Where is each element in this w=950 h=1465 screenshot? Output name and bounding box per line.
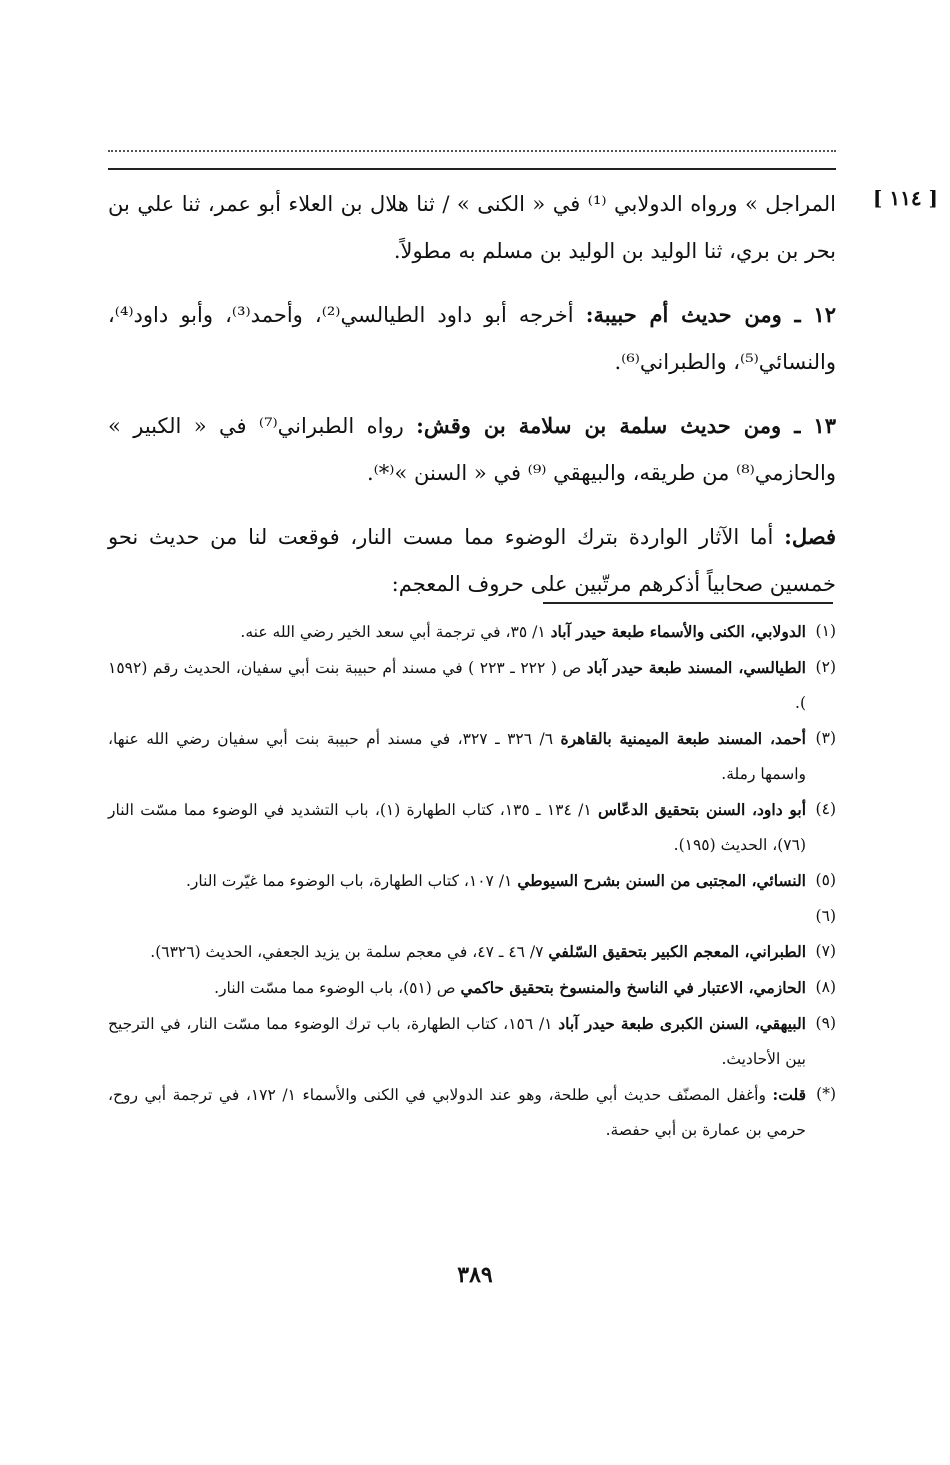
- footnote-source: الطبراني، المعجم الكبير بتحقيق السّلفي: [548, 942, 806, 961]
- footnote-text: ١/ ٣٥، في ترجمة أبي سعد الخير رضي الله عنه.: [240, 623, 546, 641]
- footnote-source: الدولابي، الكنى والأسماء طبعة حيدر آباد: [550, 622, 806, 641]
- paragraph-text: رواه الطبراني⁽⁷⁾ في « الكبير » والحازمي⁽⁸⁾ من طريقه، والبيهقي ⁽⁹⁾ في « السنن »⁽*⁾.: [108, 414, 836, 485]
- footnote-number: (٧): [815, 942, 836, 960]
- footnote-3: [108, 721, 836, 792]
- footnote-number: (٦): [815, 907, 836, 925]
- footnote-source: أبو داود، السنن بتحقيق الدعّاس: [597, 800, 807, 819]
- paragraph-3: [108, 402, 836, 497]
- paragraph-2: [108, 291, 836, 386]
- header-solid-rule: [108, 168, 836, 170]
- paragraph-text: المراجل » ورواه الدولابي ⁽¹⁾ في « الكنى » / ثنا هلال بن العلاء أبو عمر، ثنا علي بن بحر بن بري، ثنا الوليد بن الوليد بن مسلم به مطولاً.: [108, 192, 836, 263]
- paragraph-4: [108, 513, 836, 608]
- footnote-text: ١/ ١٣٤ ـ ١٣٥، كتاب الطهارة (١)، باب التشديد في الوضوء مما مسّت النار (٧٦)، الحديث (١٩٥).: [108, 801, 806, 854]
- footnote-separator: [543, 602, 833, 604]
- footnote-text: ص ( ٢٢٢ ـ ٢٢٣ ) في مسند أم حبيبة بنت أبي سفيان، الحديث رقم (١٥٩٢ ).: [108, 659, 806, 712]
- footnote-1: [108, 614, 836, 650]
- footnote-number: (*): [816, 1085, 836, 1103]
- footnote-number: (١): [815, 622, 836, 640]
- footnote-2: [108, 650, 836, 721]
- footnote-text: ٦/ ٣٢٦ ـ ٣٢٧، في مسند أم حبيبة بنت أبي سفيان رضي الله عنها، واسمها رملة.: [108, 730, 806, 783]
- paragraph-text: أما الآثار الواردة بترك الوضوء مما مست النار، فوقعت لنا من حديث نحو خمسين صحابياً أذكرهم مرتّبين على حروف المعجم:: [108, 525, 836, 596]
- main-text: [108, 180, 836, 624]
- footnote-text: ١/ ١٥٦، كتاب الطهارة، باب ترك الوضوء مما مسّت النار، في الترجيح بين الأحاديث.: [108, 1015, 806, 1068]
- footnote-editor-note: [108, 1077, 836, 1148]
- margin-page-reference: [ ١١٤ ]: [872, 186, 938, 210]
- footnote-source: الطيالسي، المسند طبعة حيدر آباد: [586, 658, 806, 677]
- footnote-text: ١/ ١٠٧، كتاب الطهارة، باب الوضوء مما غيّرت النار.: [185, 872, 513, 890]
- footnote-source: قلت:: [772, 1085, 807, 1104]
- footnote-number: (٨): [815, 978, 836, 996]
- footnote-number: (٩): [815, 1014, 836, 1032]
- footnote-source: أحمد، المسند طبعة الميمنية بالقاهرة: [560, 729, 806, 748]
- paragraph-lead: فصل:: [784, 524, 836, 549]
- footnote-text: ٧/ ٤٦ ـ ٤٧، في معجم سلمة بن يزيد الجعفي، الحديث (٦٣٢٦).: [150, 943, 544, 961]
- paragraph-lead: ١٣ ـ ومن حديث سلمة بن سلامة بن وقش:: [416, 413, 836, 438]
- footnote-number: (٣): [815, 729, 836, 747]
- footnote-source: النسائي، المجتبى من السنن بشرح السيوطي: [517, 871, 806, 890]
- footnote-5: [108, 863, 836, 899]
- footnote-source: البيهقي، السنن الكبرى طبعة حيدر آباد: [558, 1014, 806, 1033]
- page-number: ٣٨٩: [457, 1262, 493, 1288]
- footnote-6: [108, 899, 836, 934]
- footnote-number: (٢): [815, 658, 836, 676]
- footnote-9: [108, 1006, 836, 1077]
- footnote-source: الحازمي، الاعتبار في الناسخ والمنسوخ بتحقيق حاكمي: [460, 978, 806, 997]
- paragraph-1: [108, 180, 836, 275]
- footnote-number: (٥): [815, 871, 836, 889]
- footnotes: [108, 614, 836, 1148]
- footnote-text: وأغفل المصنّف حديث أبي طلحة، وهو عند الدولابي في الكنى والأسماء ١/ ١٧٢، في ترجمة أبي روح، حرمي بن عمارة بن أبي حفصة.: [108, 1086, 806, 1139]
- footnote-4: [108, 792, 836, 863]
- footnote-8: [108, 970, 836, 1006]
- header-dotted-rule: [108, 150, 836, 152]
- footnote-text: ص (٥١)، باب الوضوء مما مسّت النار.: [214, 979, 456, 997]
- paragraph-text: أخرجه أبو داود الطيالسي⁽²⁾، وأحمد⁽³⁾، وأبو داود⁽⁴⁾، والنسائي⁽⁵⁾، والطبراني⁽⁶⁾.: [108, 303, 836, 374]
- paragraph-lead: ١٢ ـ ومن حديث أم حبيبة:: [585, 302, 836, 327]
- footnote-number: (٤): [815, 800, 836, 818]
- footnote-7: [108, 934, 836, 970]
